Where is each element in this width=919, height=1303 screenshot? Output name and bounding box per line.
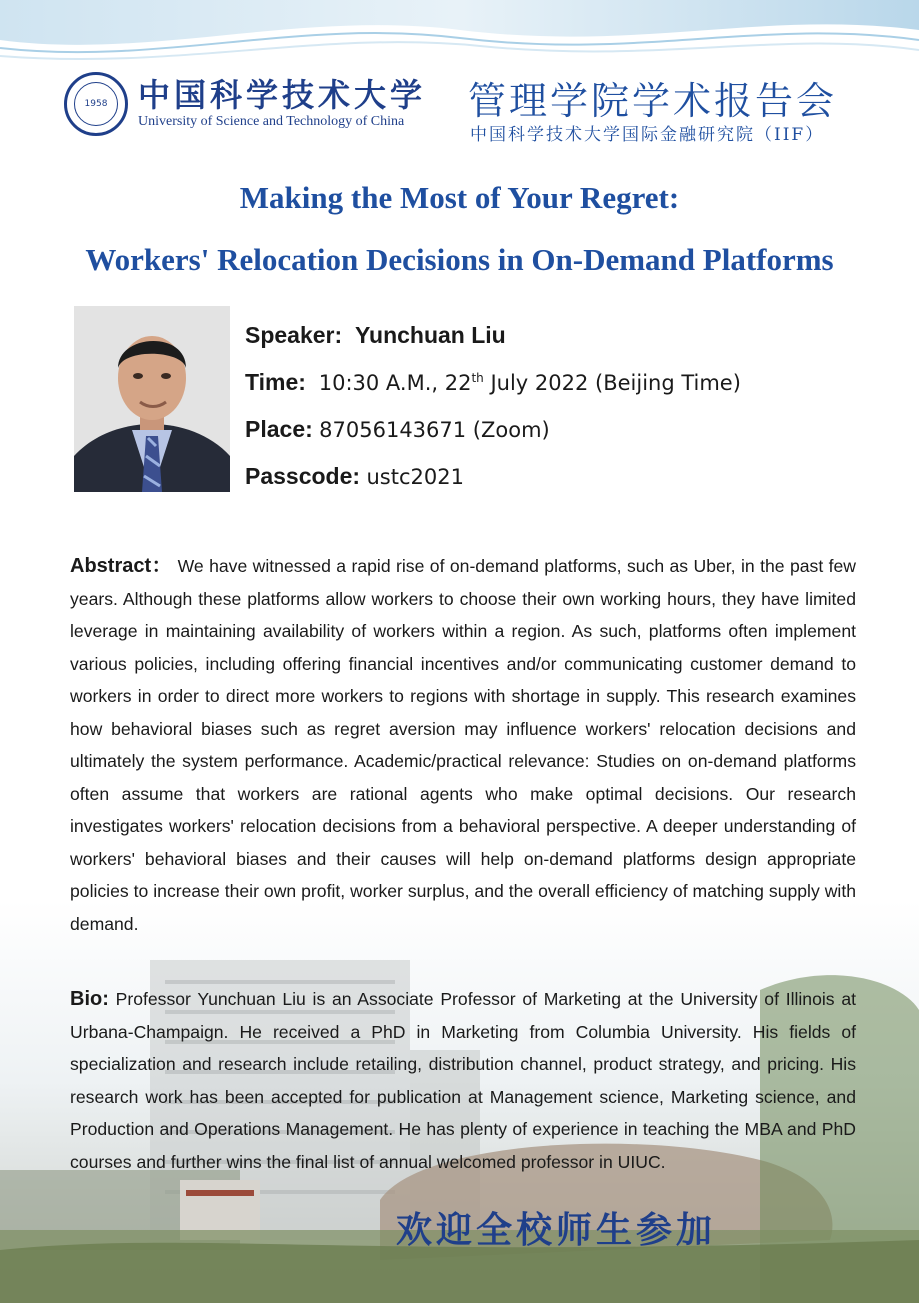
place-label: Place: bbox=[245, 416, 313, 442]
passcode-label: Passcode: bbox=[245, 463, 361, 489]
time-value-main: 10:30 A.M., 22 bbox=[318, 371, 472, 395]
seal-year: 1958 bbox=[74, 82, 118, 126]
top-wave-decoration bbox=[0, 0, 919, 70]
institute-name: 中国科学技术大学国际金融研究院（IIF） bbox=[470, 125, 825, 145]
passcode-row bbox=[245, 463, 464, 490]
time-value-rest: July 2022 (Beijing Time) bbox=[483, 371, 741, 395]
speaker-name: Yunchuan Liu bbox=[354, 322, 506, 348]
bio-label: Bio: bbox=[70, 988, 109, 1010]
talk-title-line2: Workers' Relocation Decisions in On-Demand Platforms bbox=[85, 242, 834, 277]
bio-text: Professor Yunchuan Liu is an Associate Professor of Marketing at the University of Illinois at Urbana-Champaign. He received a PhD in Marketing from Columbia University. His fields of specialization and research include retailing, distribution channel, product strategy, and pricing. His research work has been accepted for publication at Management science, Marketing science, and Production and Operations Management. He has plenty of experience in teaching the MBA and PhD courses and further wins the final list of annual welcomed professor in UIUC. bbox=[70, 989, 856, 1172]
time-value bbox=[319, 371, 741, 395]
abstract-paragraph bbox=[70, 550, 856, 940]
university-name-cn: 中国科学技术大学 bbox=[138, 76, 427, 114]
speaker-portrait-icon bbox=[74, 306, 230, 492]
abstract-label: Abstract： bbox=[70, 555, 173, 577]
header bbox=[0, 62, 919, 152]
university-seal-icon bbox=[64, 72, 128, 136]
lecture-series-title: 管理学院学术报告会 bbox=[468, 79, 838, 123]
abstract-text: We have witnessed a rapid rise of on-demand platforms, such as Uber, in the past few years. Although these platforms allow workers to choose their own working hours, they have limited leverage in maintaining availability of workers within a region. As such, platforms often implement various policies, including offering financial incentives and/or communicating customer demand to workers in order to direct more workers to regions with shortage in supply. This research examines how behavioral biases such as regret aversion may influence workers' relocation decisions and ultimately the system performance. Academic/practical relevance: Studies on on-demand platforms often assume that workers are rational agents who make optimal decisions. Our research investigates workers' relocation decisions from a behavioral perspective. A deeper understanding of workers' behavioral biases and their causes will help on-demand platforms design appropriate policies to increase their own profit, worker surplus, and the overall efficiency of matching supply with demand. bbox=[70, 556, 856, 934]
passcode-value: ustc2021 bbox=[366, 465, 464, 489]
bio-paragraph bbox=[70, 983, 856, 1178]
place-row bbox=[245, 416, 550, 443]
place-value: 87056143671 (Zoom) bbox=[319, 418, 550, 442]
speaker-row bbox=[245, 322, 506, 349]
talk-title-line1: Making the Most of Your Regret: bbox=[239, 180, 680, 215]
university-name-en: University of Science and Technology of China bbox=[138, 114, 405, 129]
time-label: Time: bbox=[245, 369, 306, 395]
time-superscript: th bbox=[471, 371, 484, 385]
speaker-label: Speaker: bbox=[245, 322, 343, 348]
speaker-photo bbox=[74, 306, 230, 492]
welcome-message: 欢迎全校师生参加 bbox=[396, 1209, 717, 1251]
time-row bbox=[245, 369, 741, 396]
